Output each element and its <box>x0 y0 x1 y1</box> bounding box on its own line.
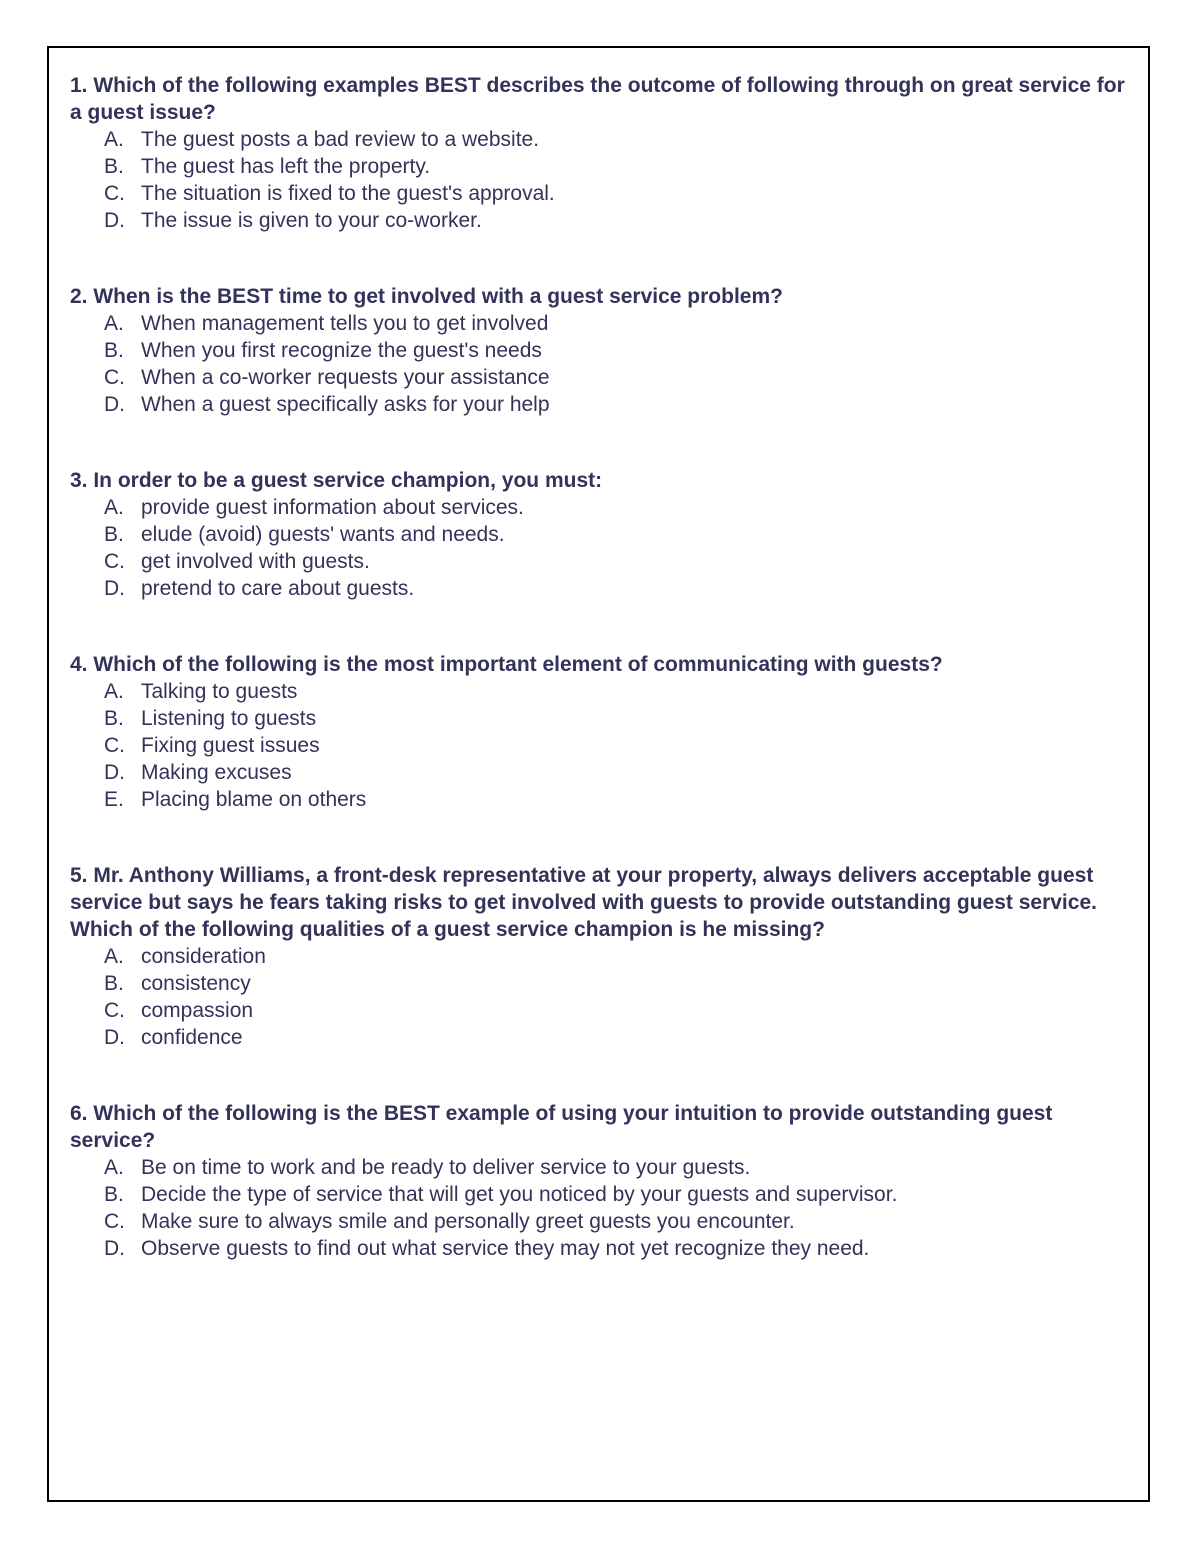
question-4 <box>70 651 1132 813</box>
option-text: When you first recognize the guest's needs <box>141 339 542 362</box>
option-letter: D. <box>104 1237 125 1260</box>
option-list <box>70 678 1132 813</box>
option-letter: A. <box>104 945 124 968</box>
option-letter: C. <box>104 734 125 757</box>
option-letter: A. <box>104 680 124 703</box>
question-text: 6. Which of the following is the BEST example of using your intuition to provide outstanding guest service? <box>70 1102 1053 1152</box>
option-text: Listening to guests <box>141 707 317 730</box>
option-text: consideration <box>141 945 266 968</box>
option-letter: B. <box>104 339 124 362</box>
option-letter: D. <box>104 577 125 600</box>
option-text: Be on time to work and be ready to deliver service to your guests. <box>141 1156 751 1179</box>
option-text: consistency <box>141 972 251 995</box>
option-letter: B. <box>104 155 124 178</box>
option-text: When management tells you to get involved <box>141 312 549 335</box>
option-a[interactable] <box>70 943 1132 970</box>
question-text: 4. Which of the following is the most important element of communicating with guests? <box>70 653 943 676</box>
option-list <box>70 943 1132 1051</box>
option-d[interactable] <box>70 1024 1132 1051</box>
option-d[interactable] <box>70 1235 1132 1262</box>
question-3 <box>70 467 1132 602</box>
option-c[interactable] <box>70 364 1132 391</box>
option-text: The situation is fixed to the guest's approval. <box>141 182 555 205</box>
option-letter: E. <box>104 788 124 811</box>
option-a[interactable] <box>70 310 1132 337</box>
option-letter: D. <box>104 209 125 232</box>
option-text: The guest has left the property. <box>141 155 431 178</box>
option-letter: A. <box>104 312 124 335</box>
option-letter: C. <box>104 999 125 1022</box>
option-text: Talking to guests <box>141 680 298 703</box>
option-letter: C. <box>104 550 125 573</box>
option-letter: A. <box>104 128 124 151</box>
option-letter: C. <box>104 366 125 389</box>
option-text: The issue is given to your co-worker. <box>141 209 482 232</box>
option-c[interactable] <box>70 1208 1132 1235</box>
option-list <box>70 494 1132 602</box>
option-a[interactable] <box>70 678 1132 705</box>
option-a[interactable] <box>70 126 1132 153</box>
option-a[interactable] <box>70 1154 1132 1181</box>
option-text: When a co-worker requests your assistance <box>141 366 550 389</box>
option-c[interactable] <box>70 180 1132 207</box>
option-e[interactable] <box>70 786 1132 813</box>
option-text: provide guest information about services. <box>141 496 524 519</box>
option-text: When a guest specifically asks for your help <box>141 393 550 416</box>
option-d[interactable] <box>70 759 1132 786</box>
option-text: get involved with guests. <box>141 550 370 573</box>
option-a[interactable] <box>70 494 1132 521</box>
option-text: confidence <box>141 1026 243 1049</box>
option-d[interactable] <box>70 207 1132 234</box>
option-text: Make sure to always smile and personally greet guests you encounter. <box>141 1210 795 1233</box>
question-text: 3. In order to be a guest service champion, you must: <box>70 469 603 492</box>
option-b[interactable] <box>70 521 1132 548</box>
option-letter: D. <box>104 1026 125 1049</box>
option-text: elude (avoid) guests' wants and needs. <box>141 523 505 546</box>
option-text: Decide the type of service that will get you noticed by your guests and supervisor. <box>141 1183 898 1206</box>
option-d[interactable] <box>70 575 1132 602</box>
option-c[interactable] <box>70 548 1132 575</box>
option-b[interactable] <box>70 153 1132 180</box>
option-letter: B. <box>104 972 124 995</box>
question-5 <box>70 862 1132 1051</box>
option-letter: B. <box>104 707 124 730</box>
option-text: compassion <box>141 999 254 1022</box>
option-c[interactable] <box>70 732 1132 759</box>
question-1 <box>70 72 1132 234</box>
option-letter: A. <box>104 1156 124 1179</box>
option-c[interactable] <box>70 997 1132 1024</box>
option-b[interactable] <box>70 970 1132 997</box>
option-text: pretend to care about guests. <box>141 577 415 600</box>
option-b[interactable] <box>70 1181 1132 1208</box>
question-text: 5. Mr. Anthony Williams, a front-desk representative at your property, always delivers acceptable guest service but says he fears taking risks to get involved with guests to provide outstanding guest service. Which of the following qualities of a guest service champion is he missing? <box>70 864 1097 941</box>
question-text: 2. When is the BEST time to get involved with a guest service problem? <box>70 285 783 308</box>
option-text: Observe guests to find out what service they may not yet recognize they need. <box>141 1237 870 1260</box>
question-text: 1. Which of the following examples BEST describes the outcome of following through on great service for a guest issue? <box>70 74 1125 124</box>
option-text: Placing blame on others <box>141 788 367 811</box>
option-b[interactable] <box>70 705 1132 732</box>
option-b[interactable] <box>70 337 1132 364</box>
option-d[interactable] <box>70 391 1132 418</box>
option-letter: B. <box>104 523 124 546</box>
option-list <box>70 126 1132 234</box>
question-6 <box>70 1100 1132 1262</box>
question-list <box>70 72 1132 1311</box>
option-letter: D. <box>104 393 125 416</box>
option-text: Fixing guest issues <box>141 734 320 757</box>
option-text: Making excuses <box>141 761 292 784</box>
option-text: The guest posts a bad review to a website. <box>141 128 540 151</box>
option-letter: A. <box>104 496 124 519</box>
option-letter: C. <box>104 1210 125 1233</box>
option-list <box>70 1154 1132 1262</box>
option-letter: B. <box>104 1183 124 1206</box>
question-2 <box>70 283 1132 418</box>
option-letter: C. <box>104 182 125 205</box>
option-list <box>70 310 1132 418</box>
option-letter: D. <box>104 761 125 784</box>
